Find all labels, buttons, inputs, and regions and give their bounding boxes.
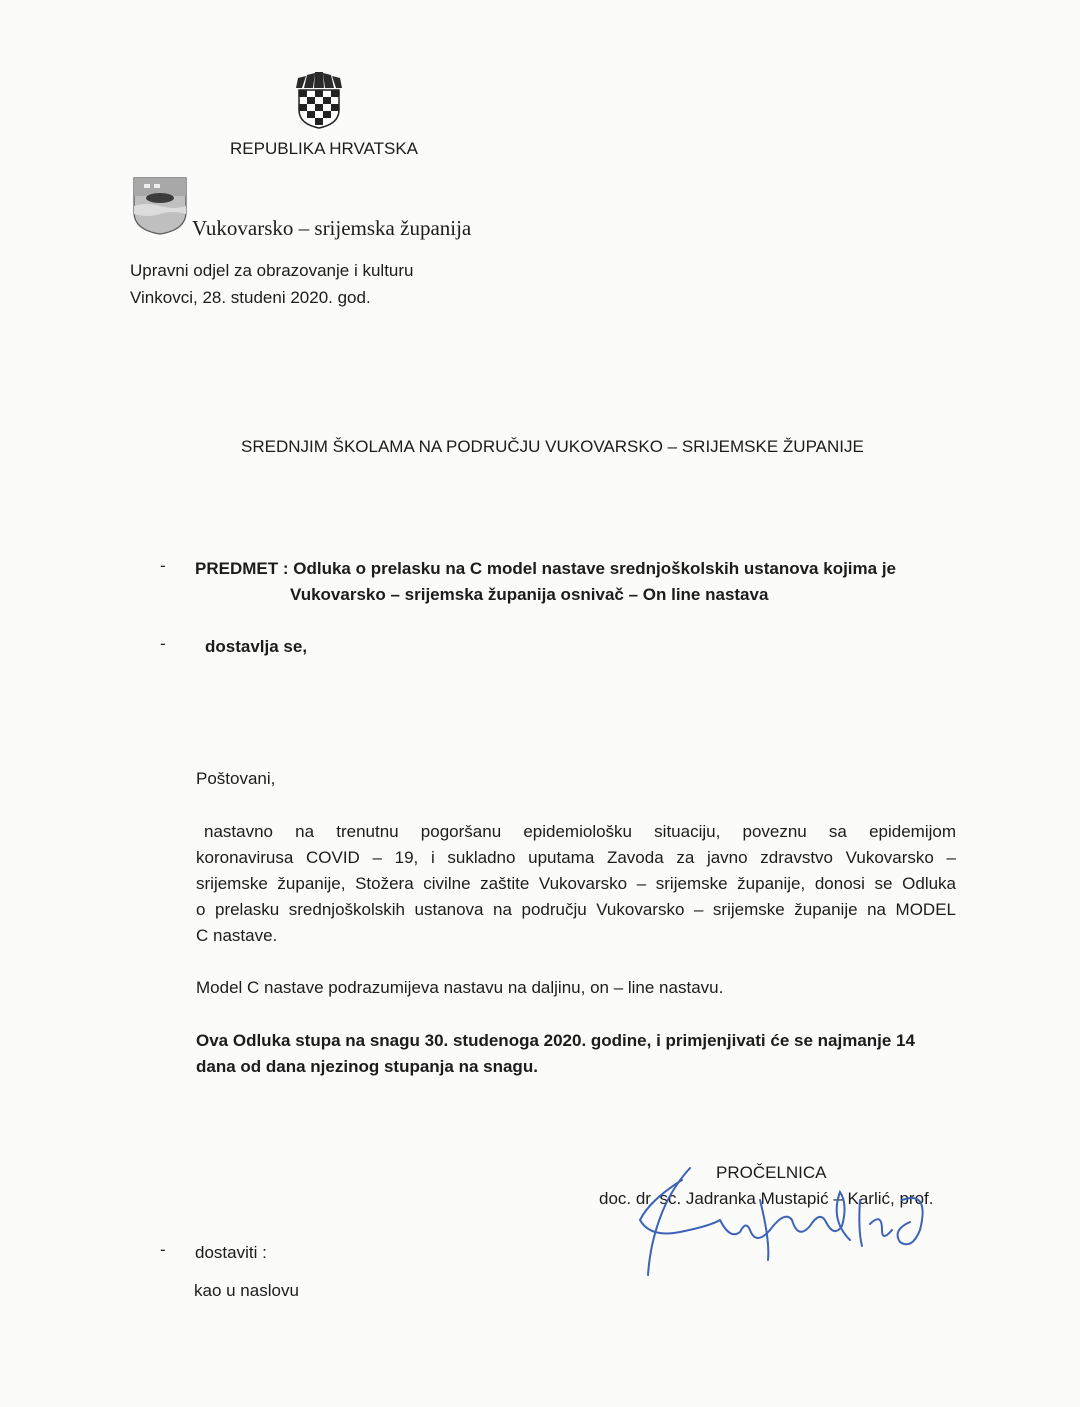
footer-bullet: - <box>160 1240 166 1259</box>
subject-line-1 <box>195 556 896 582</box>
department-name: Upravni odjel za obrazovanje i kulturu <box>130 261 414 280</box>
subject-line-2: Vukovarsko – srijemska županija osnivač – On line nastava <box>290 585 769 604</box>
paragraph-line: srijemske županije, Stožera civilne zaštite Vukovarsko – srijemske županije, donosi se Odluka <box>196 874 956 893</box>
place-date: Vinkovci, 28. studeni 2020. god. <box>130 288 371 307</box>
subject-label: PREDMET : <box>195 559 289 578</box>
salutation: Poštovani, <box>196 769 276 788</box>
recipient-line: SREDNJIM ŠKOLAMA NA PODRUČJU VUKOVARSKO – SRIJEMSKE ŽUPANIJE <box>241 437 864 456</box>
delivery-bullet: - <box>160 634 166 653</box>
footer-value: kao u naslovu <box>194 1281 299 1300</box>
paragraph-line: C nastave. <box>196 926 278 945</box>
county-name: Vukovarsko – srijemska županija <box>192 216 472 240</box>
body-paragraph <box>196 819 956 949</box>
model-c-sentence: Model C nastave podrazumijeva nastavu na daljinu, on – line nastavu. <box>196 978 724 997</box>
signature-title: PROČELNICA <box>716 1163 827 1182</box>
subject-text-1: Odluka o prelasku na C model nastave srednjoškolskih ustanova kojima je <box>293 559 896 578</box>
handwritten-signature <box>620 1160 940 1290</box>
paragraph-line: nastavno na trenutnu pogoršanu epidemiološku situaciju, poveznu sa epidemijom <box>204 822 956 841</box>
validity-line-2: dana od dana njezinog stupanja na snagu. <box>196 1057 538 1076</box>
paragraph-line: o prelasku srednjoškolskih ustanova na području Vukovarsko – srijemske županije na MODEL <box>196 900 956 919</box>
subject-bullet: - <box>160 556 166 575</box>
country-name: REPUBLIKA HRVATSKA <box>230 139 419 158</box>
county-coat-of-arms-icon <box>132 176 188 236</box>
validity-line-1: Ova Odluka stupa na snagu 30. studenoga 2020. godine, i primjenjivati će se najmanje 14 <box>196 1031 915 1050</box>
croatian-coat-of-arms-icon <box>288 68 350 130</box>
footer-label: dostaviti : <box>195 1243 267 1262</box>
paragraph-line: koronavirusa COVID – 19, i sukladno uputama Zavoda za javno zdravstvo Vukovarsko – <box>196 848 956 867</box>
signature-name: doc. dr. sc. Jadranka Mustapić – Karlić, prof. <box>599 1189 934 1208</box>
delivery-text: dostavlja se, <box>205 637 308 656</box>
